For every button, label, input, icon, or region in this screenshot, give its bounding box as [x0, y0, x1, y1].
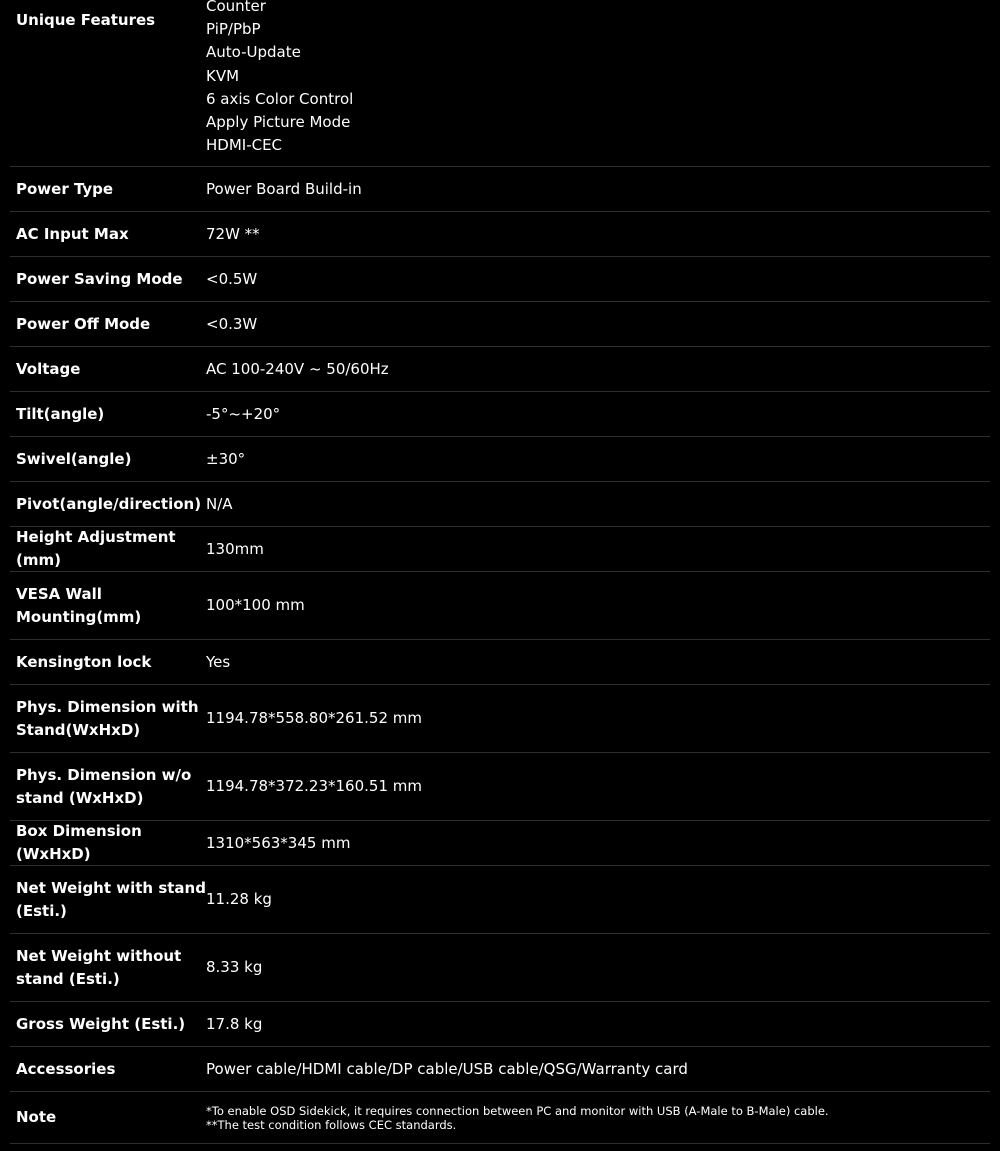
spec-label: Phys. Dimension w/o stand (WxHxD): [16, 765, 192, 807]
spec-row-ac-input-max: [10, 212, 990, 257]
spec-row-box-dimension: [10, 821, 990, 866]
feature-item: PiP/PbP: [206, 20, 261, 39]
spec-value: 72W **: [206, 224, 260, 243]
spec-row-tilt: [10, 392, 990, 437]
spec-value: -5°~+20°: [206, 404, 281, 423]
spec-row-phys-dimension-without-stand: [10, 753, 990, 821]
spec-row-power-type: [10, 167, 990, 212]
spec-table: [10, 0, 990, 1144]
spec-value: 8.33 kg: [206, 958, 263, 976]
spec-value: N/A: [206, 494, 233, 513]
spec-row-swivel: [10, 437, 990, 482]
spec-row-unique-features: [10, 0, 990, 167]
spec-row-kensington-lock: [10, 640, 990, 685]
spec-label: Tilt(angle): [16, 404, 105, 423]
spec-row-pivot: [10, 482, 990, 527]
spec-row-net-weight-with-stand: [10, 866, 990, 934]
feature-item: KVM: [206, 66, 240, 85]
note-line: **The test condition follows CEC standards.: [206, 1117, 457, 1132]
spec-value: ±30°: [206, 449, 246, 468]
spec-value: 1194.78*372.23*160.51 mm: [206, 777, 422, 795]
note-text: [206, 1104, 990, 1132]
feature-item: 6 axis Color Control: [206, 89, 354, 108]
feature-item: HDMI-CEC: [206, 136, 283, 155]
spec-value: Power cable/HDMI cable/DP cable/USB cable/QSG/Warranty card: [206, 1059, 688, 1078]
spec-value: 130mm: [206, 539, 264, 558]
spec-label: Pivot(angle/direction): [16, 494, 202, 513]
spec-label: Note: [16, 1108, 57, 1126]
spec-row-power-saving-mode: [10, 257, 990, 302]
spec-label: Box Dimension (WxHxD): [16, 822, 142, 863]
features-list: [206, 0, 990, 157]
spec-label: Voltage: [16, 359, 81, 378]
spec-value: 17.8 kg: [206, 1014, 263, 1033]
spec-row-vesa-mounting: [10, 572, 990, 640]
spec-value: 100*100 mm: [206, 596, 305, 614]
spec-row-note: [10, 1092, 990, 1144]
spec-label: Swivel(angle): [16, 449, 132, 468]
spec-row-voltage: [10, 347, 990, 392]
spec-label: Net Weight without stand (Esti.): [16, 946, 182, 988]
spec-row-gross-weight: [10, 1002, 990, 1047]
spec-row-accessories: [10, 1047, 990, 1092]
spec-label: AC Input Max: [16, 224, 129, 243]
spec-row-phys-dimension-with-stand: [10, 685, 990, 753]
spec-row-power-off-mode: [10, 302, 990, 347]
spec-label: VESA Wall Mounting(mm): [16, 584, 142, 626]
spec-label: Power Saving Mode: [16, 269, 183, 288]
spec-label: Accessories: [16, 1059, 116, 1078]
feature-item: Auto-Update: [206, 43, 301, 62]
spec-value: 1194.78*558.80*261.52 mm: [206, 709, 422, 727]
feature-item: Apply Picture Mode: [206, 113, 351, 132]
spec-value: AC 100-240V ~ 50/60Hz: [206, 359, 389, 378]
spec-value: [206, 0, 990, 157]
spec-value: <0.5W: [206, 269, 258, 288]
spec-label: Power Off Mode: [16, 314, 151, 333]
note-line: *To enable OSD Sidekick, it requires connection between PC and monitor with USB (A-Male to B-Male) cable.: [206, 1103, 829, 1118]
spec-value: Power Board Build-in: [206, 179, 362, 198]
spec-label: Kensington lock: [16, 652, 152, 671]
spec-label: Net Weight with stand (Esti.): [16, 878, 206, 920]
spec-row-net-weight-without-stand: [10, 934, 990, 1002]
spec-value: 1310*563*345 mm: [206, 833, 351, 852]
spec-value: 11.28 kg: [206, 890, 272, 908]
spec-label: Gross Weight (Esti.): [16, 1014, 186, 1033]
feature-item: Counter: [206, 0, 266, 15]
spec-value: <0.3W: [206, 314, 258, 333]
spec-label: Power Type: [16, 179, 114, 198]
spec-label: Height Adjustment (mm): [16, 528, 176, 569]
spec-row-height-adjustment: [10, 527, 990, 572]
spec-label: Phys. Dimension with Stand(WxHxD): [16, 697, 199, 739]
spec-value: Yes: [206, 652, 231, 671]
spec-label: Unique Features: [16, 11, 156, 29]
